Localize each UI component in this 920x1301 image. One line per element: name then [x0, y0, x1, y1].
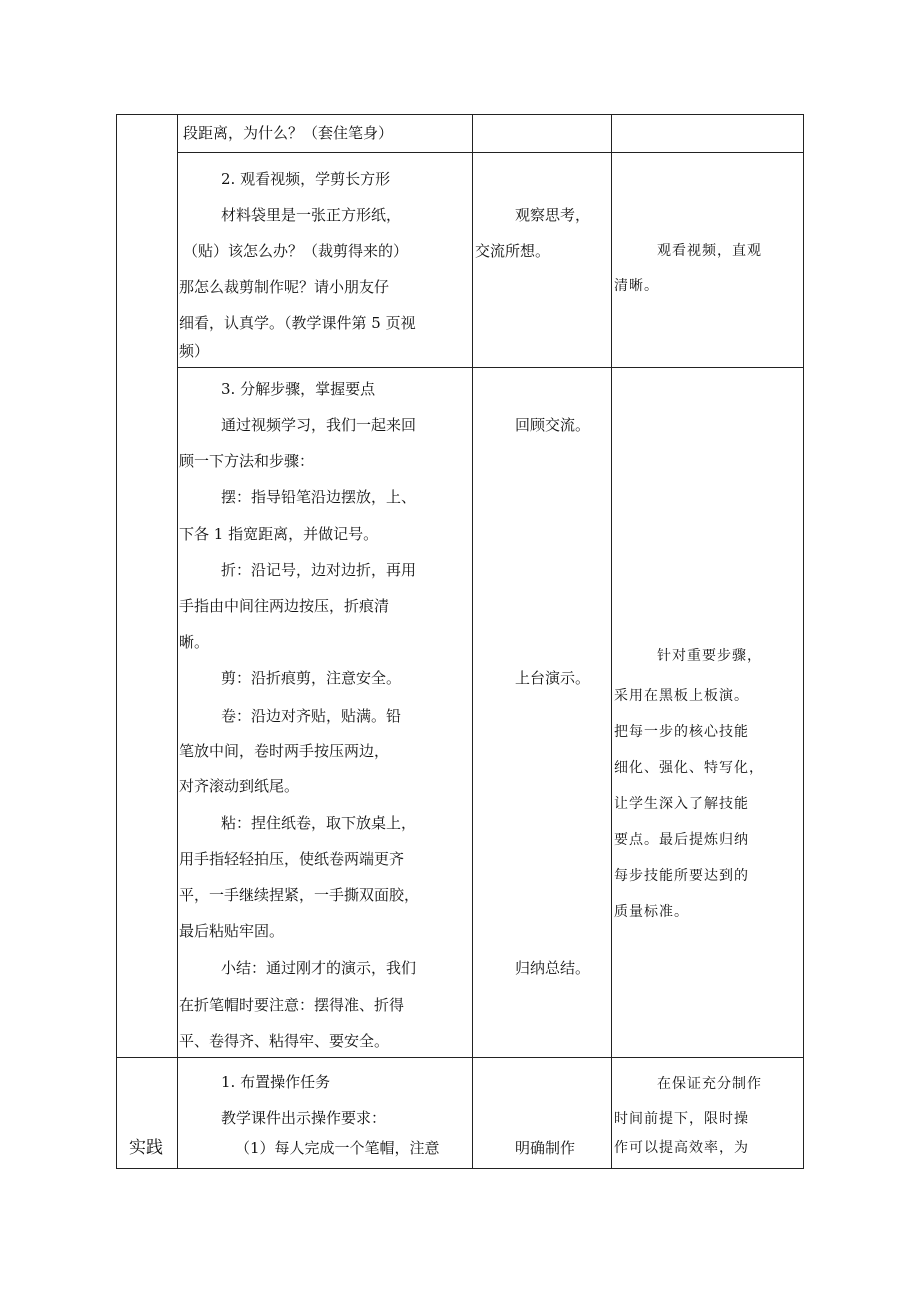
- row3-teacher-line: 摆：指导铅笔沿边摆放，上、: [221, 488, 417, 506]
- row3-teacher-line: 3. 分解步骤，掌握要点: [221, 380, 376, 398]
- row2-teacher-line: 材料袋里是一张正方形纸，: [221, 206, 402, 224]
- row4-intent-line: 时间前提下，限时操: [614, 1111, 749, 1127]
- row3-teacher-line: 剪：沿折痕剪，注意安全。: [221, 669, 402, 687]
- row3-student-line: 回顾交流。: [515, 416, 591, 434]
- row3-teacher-line: 在折笔帽时要注意：摆得准、折得: [179, 996, 405, 1014]
- row3-teacher-line: 折：沿记号，边对边折，再用: [221, 561, 417, 579]
- row4-teacher-line: 教学课件出示操作要求：: [221, 1109, 387, 1127]
- row3-teacher-line: 平、卷得齐、粘得牢、要安全。: [179, 1032, 390, 1050]
- row3-teacher-line: 顾一下方法和步骤：: [179, 452, 315, 470]
- row3-teacher-line: 平，一手继续捏紧，一手撕双面胶，: [179, 886, 420, 904]
- row3-student-line: 上台演示。: [515, 669, 591, 687]
- row3-teacher-line: 小结：通过刚才的演示，我们: [221, 959, 417, 977]
- row3-teacher-line: 用手指轻轻拍压，使纸卷两端更齐: [179, 850, 405, 868]
- table-col-divider-1: [177, 114, 178, 1169]
- row3-teacher-line: 晰。: [179, 633, 210, 651]
- row4-teacher-line: （1）每人完成一个笔帽，注意: [235, 1139, 440, 1157]
- row3-intent-line: 要点。最后提炼归纳: [614, 832, 749, 848]
- row2-teacher-line: 频）: [179, 342, 210, 360]
- row3-intent-line: 采用在黑板上板演。: [614, 688, 749, 704]
- table-border-top: [116, 114, 804, 115]
- row3-teacher-line: 最后粘贴牢固。: [179, 922, 285, 940]
- row3-intent-line: 让学生深入了解技能: [614, 796, 749, 812]
- row4-intent-line: 在保证充分制作: [657, 1076, 762, 1092]
- table-divider-row1: [177, 152, 804, 153]
- table-col-divider-3: [611, 114, 612, 1169]
- row3-teacher-line: 笔放中间，卷时两手按压两边，: [179, 742, 390, 760]
- row2-teacher-line: （贴）该怎么办？（裁剪得来的）: [183, 242, 409, 260]
- table-divider-row2: [177, 367, 804, 368]
- row1-teacher-text: 段距离，为什么？（套住笔身）: [183, 124, 394, 142]
- row3-teacher-line: 通过视频学习，我们一起来回: [221, 416, 417, 434]
- row3-teacher-line: 对齐滚动到纸尾。: [179, 777, 300, 795]
- row3-intent-line: 质量标准。: [614, 904, 689, 920]
- row4-intent-line: 作可以提高效率，为: [614, 1140, 749, 1156]
- row4-teacher-line: 1. 布置操作任务: [221, 1073, 331, 1091]
- row3-teacher-line: 手指由中间往两边按压，折痕清: [179, 597, 390, 615]
- row2-student-line: 观察思考，: [515, 206, 591, 224]
- row3-intent-line: 细化、强化、特写化，: [614, 760, 764, 776]
- table-border-left: [116, 114, 117, 1169]
- row3-intent-line: 把每一步的核心技能: [614, 724, 749, 740]
- table-divider-row3: [116, 1057, 804, 1058]
- row3-teacher-line: 粘：捏住纸卷，取下放桌上，: [221, 814, 417, 832]
- row2-student-line: 交流所想。: [475, 242, 551, 260]
- row3-teacher-line: 下各 1 指宽距离，并做记号。: [179, 525, 379, 543]
- row3-intent-line: 每步技能所要达到的: [614, 868, 749, 884]
- table-border-right: [803, 114, 804, 1169]
- row4-student-line: 明确制作: [515, 1139, 576, 1157]
- row3-student-line: 归纳总结。: [515, 959, 591, 977]
- row2-teacher-line: 那怎么裁剪制作呢？请小朋友仔: [179, 278, 390, 296]
- row3-teacher-line: 卷：沿边对齐贴，贴满。铅: [221, 707, 402, 725]
- row2-intent-line: 观看视频，直观: [657, 243, 762, 259]
- row2-teacher-line: 细看，认真学。（教学课件第 5 页视: [179, 314, 416, 332]
- table-col-divider-2: [472, 114, 473, 1169]
- stage-label-practice: 实践: [129, 1138, 163, 1158]
- row3-intent-line: 针对重要步骤，: [657, 648, 762, 664]
- row2-teacher-line: 2. 观看视频，学剪长方形: [221, 170, 391, 188]
- row2-intent-line: 清晰。: [614, 278, 659, 294]
- table-border-bottom: [116, 1168, 804, 1169]
